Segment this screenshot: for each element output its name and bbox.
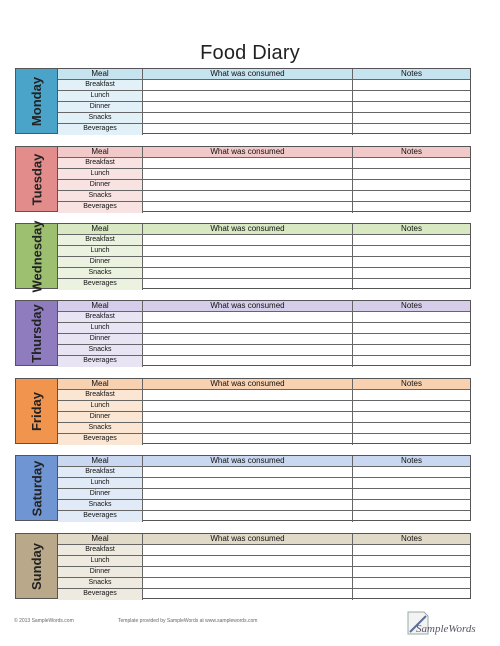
consumed-field[interactable]	[143, 180, 353, 190]
consumed-field[interactable]	[143, 589, 353, 600]
notes-field[interactable]	[353, 169, 470, 179]
column-header-consumed: What was consumed	[143, 224, 353, 234]
notes-field[interactable]	[353, 478, 470, 488]
consumed-field[interactable]	[143, 246, 353, 256]
day-block-thursday	[15, 300, 471, 366]
table-row	[58, 113, 470, 124]
meal-label: Dinner	[58, 257, 143, 267]
day-name: Thursday	[29, 303, 45, 363]
consumed-field[interactable]	[143, 345, 353, 355]
meal-label: Lunch	[58, 401, 143, 411]
meal-label: Breakfast	[58, 235, 143, 245]
notes-field[interactable]	[353, 312, 470, 322]
meal-label: Lunch	[58, 169, 143, 179]
table-row	[58, 246, 470, 257]
column-header-meal: Meal	[58, 147, 143, 157]
consumed-field[interactable]	[143, 478, 353, 488]
meal-label: Snacks	[58, 500, 143, 510]
consumed-field[interactable]	[143, 91, 353, 101]
meal-table	[58, 456, 470, 520]
meal-label: Snacks	[58, 578, 143, 588]
consumed-field[interactable]	[143, 158, 353, 168]
notes-field[interactable]	[353, 423, 470, 433]
notes-field[interactable]	[353, 356, 470, 367]
table-row	[58, 356, 470, 367]
day-name: Friday	[28, 391, 44, 431]
day-block-monday	[15, 68, 471, 134]
notes-field[interactable]	[353, 401, 470, 411]
meal-label: Breakfast	[58, 545, 143, 555]
table-row	[58, 158, 470, 169]
consumed-field[interactable]	[143, 578, 353, 588]
day-label	[16, 534, 58, 598]
table-row	[58, 102, 470, 113]
column-header-notes: Notes	[401, 147, 422, 156]
day-label	[16, 219, 58, 293]
column-header-consumed: What was consumed	[143, 456, 353, 466]
consumed-field[interactable]	[143, 102, 353, 112]
day-block-friday	[15, 378, 471, 444]
notes-field[interactable]	[353, 91, 470, 101]
notes-field[interactable]	[353, 279, 470, 290]
meal-label: Beverages	[58, 589, 143, 600]
table-row	[58, 434, 470, 445]
meal-label: Dinner	[58, 180, 143, 190]
table-row	[58, 80, 470, 91]
consumed-field[interactable]	[143, 113, 353, 123]
column-header-consumed: What was consumed	[143, 147, 353, 157]
notes-field[interactable]	[353, 412, 470, 422]
notes-field[interactable]	[353, 500, 470, 510]
column-header-notes: Notes	[401, 224, 422, 233]
consumed-field[interactable]	[143, 500, 353, 510]
consumed-field[interactable]	[143, 390, 353, 400]
notes-field[interactable]	[353, 124, 470, 135]
meal-label: Snacks	[58, 113, 143, 123]
table-header-row	[58, 456, 470, 467]
column-header-notes: Notes	[401, 379, 422, 388]
meal-label: Breakfast	[58, 390, 143, 400]
notes-field[interactable]	[353, 202, 470, 213]
table-row	[58, 345, 470, 356]
notes-field[interactable]	[353, 180, 470, 190]
notes-field[interactable]	[353, 589, 470, 600]
table-row	[58, 191, 470, 202]
column-header-meal: Meal	[58, 534, 143, 544]
column-header-meal: Meal	[58, 301, 143, 311]
day-label	[16, 379, 58, 443]
table-header-row	[58, 69, 470, 80]
notes-field[interactable]	[353, 246, 470, 256]
footer-copyright: © 2013 SampleWords.com	[14, 618, 74, 624]
table-header-row	[58, 301, 470, 312]
notes-field[interactable]	[353, 80, 470, 90]
table-row	[58, 489, 470, 500]
meal-label: Dinner	[58, 102, 143, 112]
meal-table	[58, 379, 470, 443]
notes-field[interactable]	[353, 102, 470, 112]
day-label	[16, 456, 58, 520]
table-header-row	[58, 534, 470, 545]
table-row	[58, 312, 470, 323]
meal-label: Dinner	[58, 489, 143, 499]
table-row	[58, 268, 470, 279]
footer-credit: Template provided by SampleWords at www.samplewords.com	[118, 618, 258, 624]
consumed-field[interactable]	[143, 235, 353, 245]
notes-field[interactable]	[353, 191, 470, 201]
consumed-field[interactable]	[143, 80, 353, 90]
consumed-field[interactable]	[143, 434, 353, 445]
consumed-field[interactable]	[143, 334, 353, 344]
meal-label: Beverages	[58, 124, 143, 135]
consumed-field[interactable]	[143, 545, 353, 555]
day-name: Saturday	[29, 460, 45, 516]
consumed-field[interactable]	[143, 401, 353, 411]
table-row	[58, 478, 470, 489]
consumed-field[interactable]	[143, 279, 353, 290]
column-header-meal: Meal	[58, 224, 143, 234]
meal-label: Lunch	[58, 478, 143, 488]
column-header-notes: Notes	[401, 301, 422, 310]
consumed-field[interactable]	[143, 169, 353, 179]
table-row	[58, 257, 470, 268]
notes-field[interactable]	[353, 556, 470, 566]
consumed-field[interactable]	[143, 356, 353, 367]
consumed-field[interactable]	[143, 423, 353, 433]
table-header-row	[58, 224, 470, 235]
table-row	[58, 124, 470, 135]
meal-label: Dinner	[58, 567, 143, 577]
meal-label: Dinner	[58, 334, 143, 344]
notes-field[interactable]	[353, 390, 470, 400]
column-header-meal: Meal	[58, 379, 143, 389]
notes-field[interactable]	[353, 511, 470, 522]
table-row	[58, 500, 470, 511]
table-row	[58, 279, 470, 290]
consumed-field[interactable]	[143, 467, 353, 477]
consumed-field[interactable]	[143, 511, 353, 522]
column-header-consumed: What was consumed	[143, 301, 353, 311]
table-row	[58, 235, 470, 246]
meal-label: Beverages	[58, 434, 143, 445]
page-title: Food Diary	[200, 42, 300, 64]
consumed-field[interactable]	[143, 323, 353, 333]
consumed-field[interactable]	[143, 202, 353, 213]
day-name: Monday	[29, 76, 44, 126]
day-label	[16, 301, 58, 365]
notes-field[interactable]	[353, 334, 470, 344]
meal-label: Beverages	[58, 202, 143, 213]
meal-label: Lunch	[58, 91, 143, 101]
table-row	[58, 545, 470, 556]
notes-field[interactable]	[353, 268, 470, 278]
meal-table	[58, 224, 470, 288]
day-block-sunday	[15, 533, 471, 599]
table-row	[58, 323, 470, 334]
table-row	[58, 202, 470, 213]
notes-field[interactable]	[353, 545, 470, 555]
day-block-wednesday	[15, 219, 471, 293]
day-block-tuesday	[15, 146, 471, 212]
table-row	[58, 401, 470, 412]
notes-field[interactable]	[353, 323, 470, 333]
consumed-field[interactable]	[143, 567, 353, 577]
meal-table	[58, 534, 470, 598]
meal-label: Breakfast	[58, 158, 143, 168]
table-row	[58, 467, 470, 478]
table-header-row	[58, 147, 470, 158]
notes-field[interactable]	[353, 345, 470, 355]
table-row	[58, 334, 470, 345]
day-name: Sunday	[29, 542, 44, 590]
table-row	[58, 567, 470, 578]
table-row	[58, 390, 470, 401]
consumed-field[interactable]	[143, 556, 353, 566]
table-row	[58, 180, 470, 191]
column-header-meal: Meal	[58, 456, 143, 466]
meal-label: Snacks	[58, 268, 143, 278]
column-header-consumed: What was consumed	[143, 534, 353, 544]
notes-field[interactable]	[353, 578, 470, 588]
day-block-saturday	[15, 455, 471, 521]
column-header-meal: Meal	[58, 69, 143, 79]
meal-label: Snacks	[58, 423, 143, 433]
table-row	[58, 589, 470, 600]
notes-field[interactable]	[353, 434, 470, 445]
column-header-consumed: What was consumed	[143, 69, 353, 79]
day-label	[16, 69, 58, 133]
notes-field[interactable]	[353, 235, 470, 245]
column-header-consumed: What was consumed	[143, 379, 353, 389]
table-row	[58, 578, 470, 589]
column-header-notes: Notes	[401, 456, 422, 465]
table-header-row	[58, 379, 470, 390]
meal-table	[58, 301, 470, 365]
column-header-notes: Notes	[401, 69, 422, 78]
table-row	[58, 91, 470, 102]
meal-label: Dinner	[58, 412, 143, 422]
meal-label: Breakfast	[58, 80, 143, 90]
meal-label: Breakfast	[58, 467, 143, 477]
table-row	[58, 423, 470, 434]
day-name: Wednesday	[29, 219, 45, 293]
notes-field[interactable]	[353, 467, 470, 477]
meal-label: Breakfast	[58, 312, 143, 322]
meal-label: Beverages	[58, 511, 143, 522]
meal-label: Lunch	[58, 323, 143, 333]
consumed-field[interactable]	[143, 124, 353, 135]
consumed-field[interactable]	[143, 268, 353, 278]
table-row	[58, 511, 470, 522]
logo-text: SampleWords	[416, 623, 476, 635]
samplewords-logo	[404, 610, 484, 638]
notes-field[interactable]	[353, 158, 470, 168]
notes-field[interactable]	[353, 113, 470, 123]
consumed-field[interactable]	[143, 312, 353, 322]
consumed-field[interactable]	[143, 257, 353, 267]
meal-table	[58, 147, 470, 211]
notes-field[interactable]	[353, 489, 470, 499]
meal-label: Lunch	[58, 246, 143, 256]
table-row	[58, 556, 470, 567]
consumed-field[interactable]	[143, 412, 353, 422]
meal-label: Lunch	[58, 556, 143, 566]
table-row	[58, 169, 470, 180]
meal-label: Beverages	[58, 279, 143, 290]
table-row	[58, 412, 470, 423]
meal-label: Snacks	[58, 345, 143, 355]
day-label	[16, 147, 58, 211]
meal-table	[58, 69, 470, 133]
consumed-field[interactable]	[143, 489, 353, 499]
consumed-field[interactable]	[143, 191, 353, 201]
meal-label: Beverages	[58, 356, 143, 367]
notes-field[interactable]	[353, 257, 470, 267]
column-header-notes: Notes	[401, 534, 422, 543]
notes-field[interactable]	[353, 567, 470, 577]
day-name: Tuesday	[29, 153, 44, 205]
meal-label: Snacks	[58, 191, 143, 201]
